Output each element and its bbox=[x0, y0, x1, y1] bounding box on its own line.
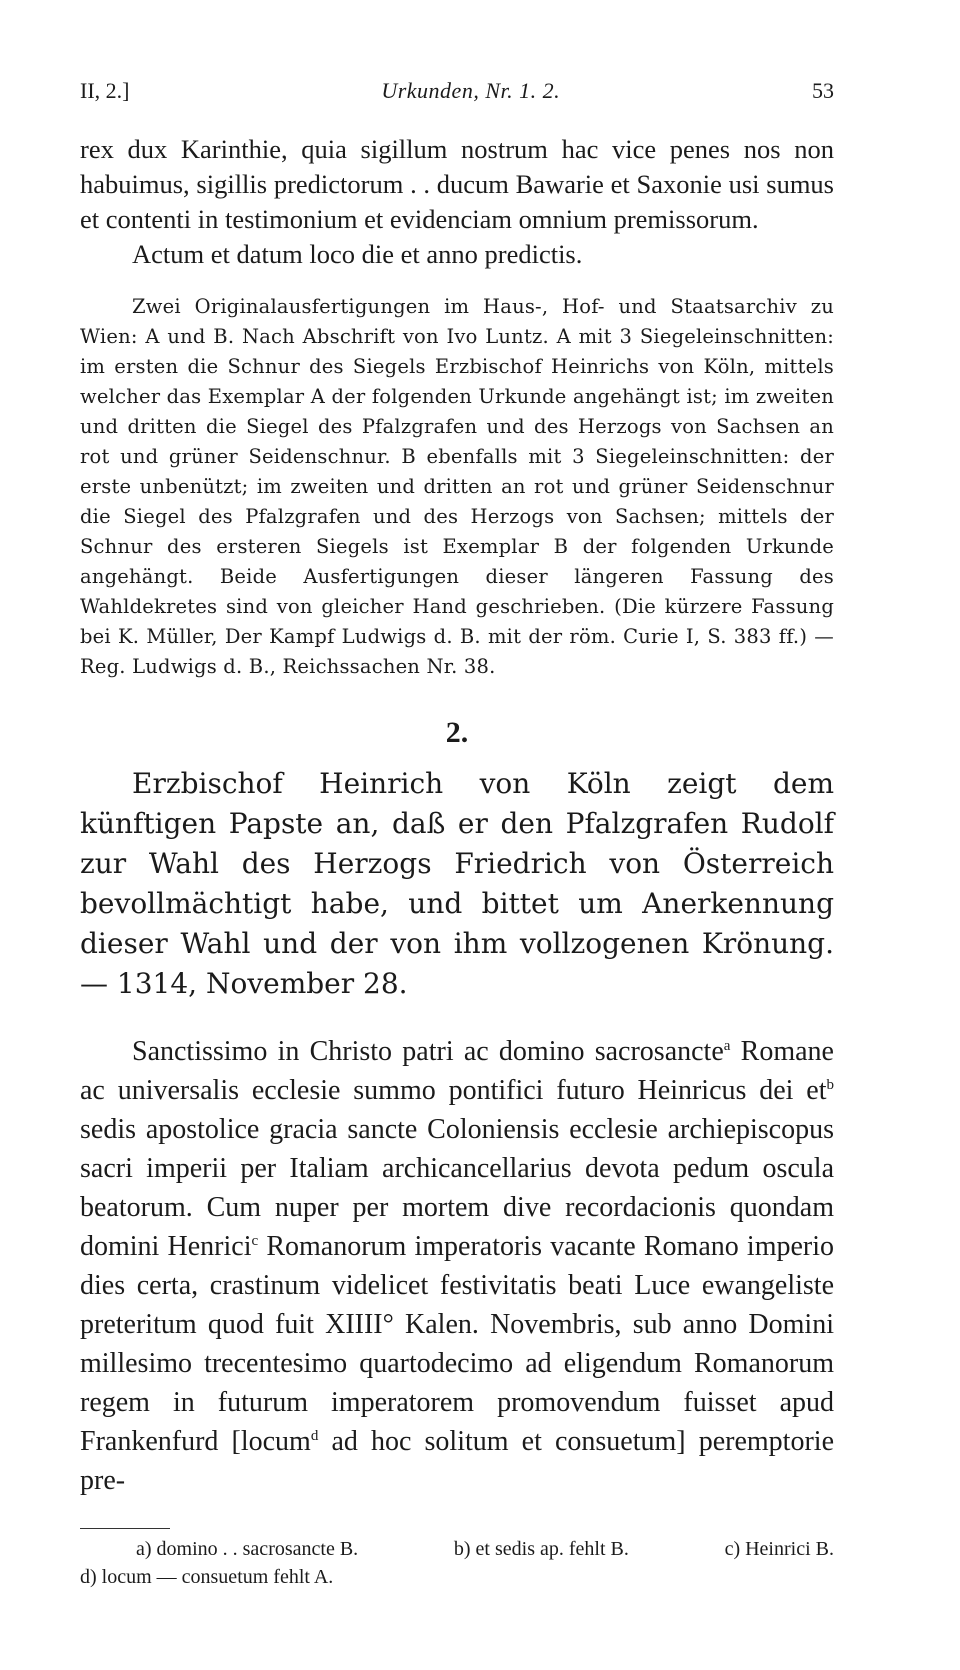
footnote-a: a) domino . . sacrosancte B. bbox=[136, 1538, 359, 1560]
document-title: Erzbischof Heinrich von Köln zeigt dem künftigen Papste an, daß er den Pfalzgrafen Rudolf zur Wahl des Herzogs Friedrich von Österreich bevollmächtigt habe, und bittet um Anerkennung dieser Wahl und der von ihm vollzogenen Krönung. — 1314, November 28. bbox=[80, 767, 834, 1000]
previous-document-ending bbox=[80, 132, 834, 272]
footnote-b: b) et sedis ap. fehlt B. bbox=[453, 1538, 629, 1560]
page-number: 53 bbox=[811, 78, 834, 103]
footnote-marker-d: d bbox=[310, 1428, 319, 1444]
text-segment: Sanctissimo in Christo patri ac domino sacrosancte bbox=[132, 1036, 724, 1067]
footnote-c: c) Heinrici B. bbox=[724, 1538, 834, 1560]
header-title: Urkunden, Nr. 1. 2. bbox=[381, 78, 561, 103]
header-section-ref: II, 2.] bbox=[80, 78, 130, 103]
document-text bbox=[80, 1032, 834, 1500]
text-segment: ad hoc solitum et consuetum] peremptorie pre- bbox=[80, 1426, 834, 1496]
footnote-row bbox=[80, 1563, 834, 1591]
footnote-marker-a: a bbox=[723, 1038, 731, 1054]
text-segment: sedis apostolice gracia sancte Coloniensis ecclesie archiepiscopus sacri imperii per Italiam archicancellarius devota pedum oscula beatorum. Cum nuper per mortem dive recordacionis quondam domini Henrici bbox=[80, 1114, 834, 1262]
editorial-note: Zwei Originalausfertigungen im Haus-, Hof- und Staatsarchiv zu Wien: A und B. Nach Abschrift von Ivo Luntz. A mit 3 Siegeleinschnitten: im ersten die Schnur des Siegels Erzbischof Heinrichs von Köln, mittels welcher das Exemplar A der folgenden Urkunde angehängt ist; im zweiten und dritten die Siegel des Pfalzgrafen und des Herzogs von Sachsen an rot und grüner Seidenschnur. B ebenfalls mit 3 Siegeleinschnitten: der erste unbenützt; im zweiten und dritten an rot und grüner Seidenschnur die Siegel des Pfalzgrafen und des Herzogs von Sachsen; mittels der Schnur des ersteren Siegels ist Exemplar B der folgenden Urkunde angehängt. Beide Ausfertigungen dieser längeren Fassung des Wahldekretes sind von gleicher Hand geschrieben. (Die kürzere Fassung bei K. Müller, Der Kampf Ludwigs d. B. mit der röm. Curie I, S. 383 ff.) — Reg. Ludwigs d. B., Reichssachen Nr. 38. bbox=[80, 295, 834, 678]
text-segment: Romanorum imperatoris vacante Romano imperio dies certa, crastinum videlicet festivitatis beati Luce ewangeliste preteritum quod fuit XIIII° Kalen. Novembris, sub anno Domini millesimo trecentesimo quartodecimo ad eligendum Romanorum regem in futurum imperatorem promovendum fuisset apud Frankenfurd [locum bbox=[80, 1231, 835, 1457]
footnote-row bbox=[80, 1535, 834, 1563]
text-segment: Romane ac universalis ecclesie summo pontifici futuro Heinricus dei et bbox=[80, 1036, 834, 1106]
document-number: 2. bbox=[445, 716, 469, 749]
footnote-d: d) locum — consuetum fehlt A. bbox=[80, 1566, 334, 1588]
running-header bbox=[80, 78, 834, 108]
closing-paragraph: rex dux Karinthie, quia sigillum nostrum hac vice penes nos non habuimus, sigillis predictorum . . ducum Bawarie et Saxonie usi sumus et contenti in testimonium et evidenciam omnium premissorum. bbox=[80, 134, 834, 234]
footnote-divider bbox=[80, 1528, 170, 1529]
footnote-marker-c: c bbox=[251, 1233, 259, 1249]
actum-line: Actum et datum loco die et anno predictis. bbox=[132, 239, 583, 269]
footnote-marker-b: b bbox=[826, 1077, 834, 1093]
footnotes bbox=[80, 1535, 834, 1591]
